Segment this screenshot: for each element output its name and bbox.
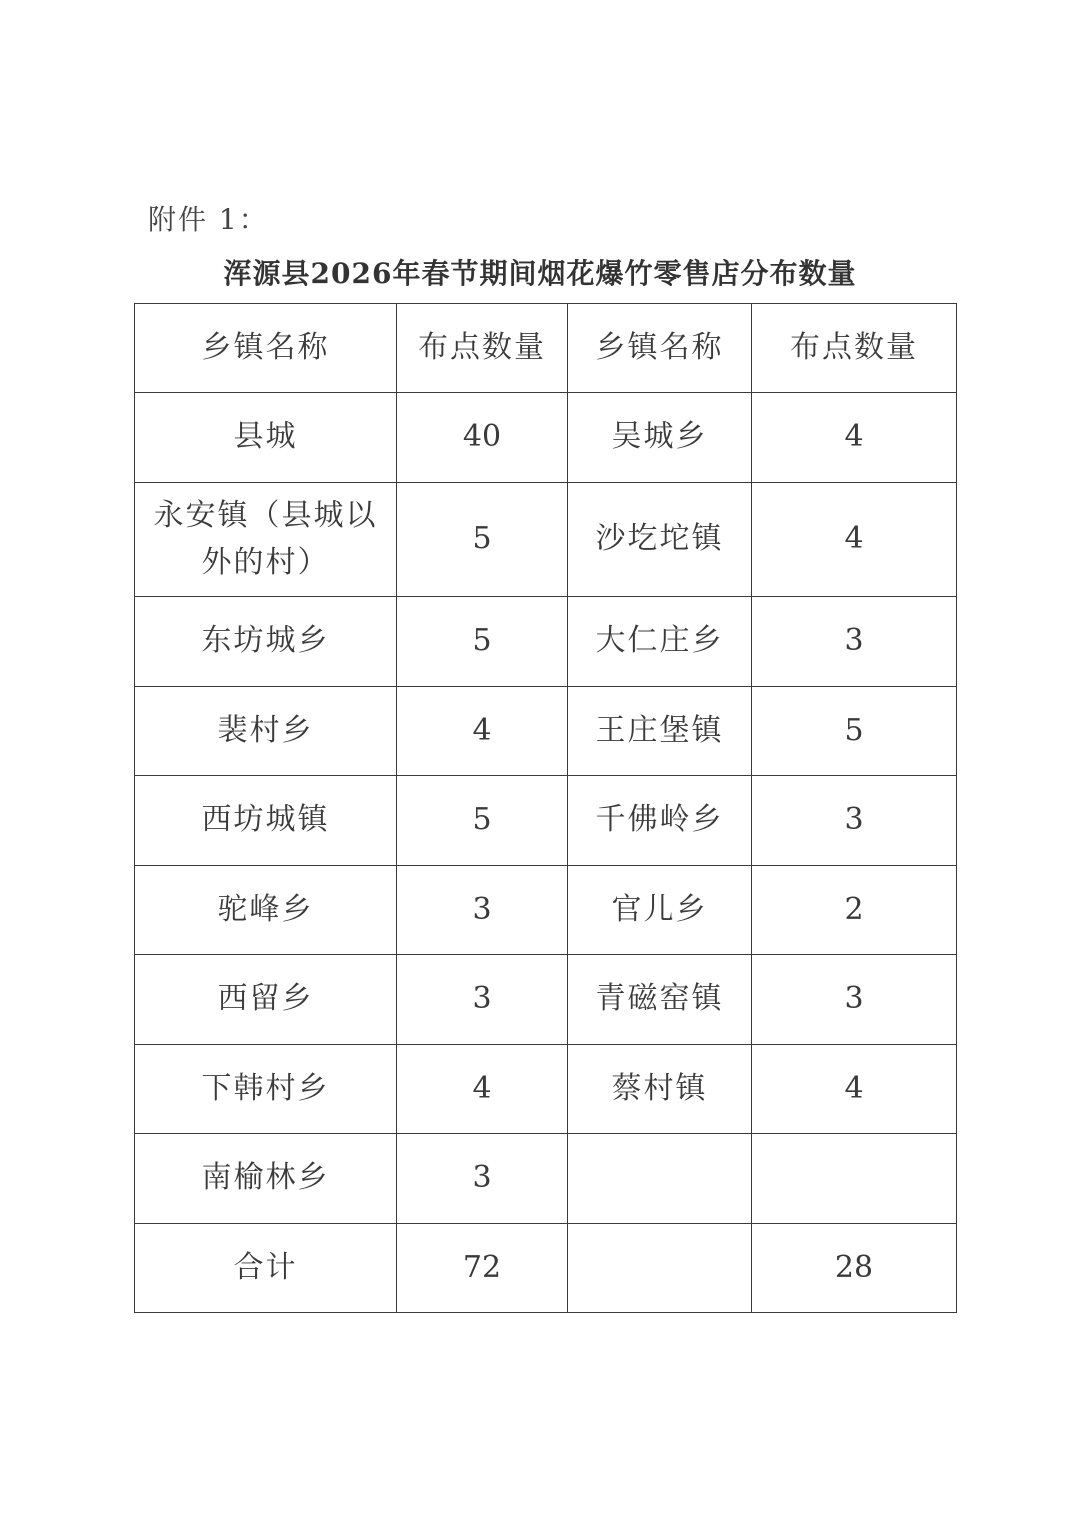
- point-count: 5: [752, 686, 957, 775]
- town-name: 王庄堡镇: [568, 686, 752, 775]
- town-name: 西坊城镇: [135, 776, 397, 865]
- town-name: 裴村乡: [135, 686, 397, 775]
- total-count: 28: [752, 1223, 957, 1313]
- town-name: 官儿乡: [568, 865, 752, 954]
- table-row: [135, 597, 957, 686]
- town-name: 千佛岭乡: [568, 776, 752, 865]
- town-name: 沙圪坨镇: [568, 482, 752, 597]
- point-count: 3: [397, 1134, 568, 1223]
- point-count: 3: [397, 865, 568, 954]
- point-count: [752, 1134, 957, 1223]
- total-label: 合计: [135, 1223, 397, 1313]
- town-name: 驼峰乡: [135, 865, 397, 954]
- point-count: 4: [752, 482, 957, 597]
- point-count: 4: [397, 1044, 568, 1133]
- town-name: 吴城乡: [568, 393, 752, 482]
- header-town-name: 乡镇名称: [135, 304, 397, 393]
- table-row: [135, 482, 957, 597]
- town-name: [568, 1134, 752, 1223]
- table-row: [135, 865, 957, 954]
- point-count: 4: [752, 393, 957, 482]
- point-count: 4: [397, 686, 568, 775]
- total-empty-cell: [568, 1223, 752, 1313]
- point-count: 4: [752, 1044, 957, 1133]
- point-count: 5: [397, 597, 568, 686]
- town-name: 县城: [135, 393, 397, 482]
- header-point-count: 布点数量: [397, 304, 568, 393]
- point-count: 3: [397, 955, 568, 1044]
- point-count: 3: [752, 776, 957, 865]
- point-count: 3: [752, 597, 957, 686]
- header-point-count: 布点数量: [752, 304, 957, 393]
- point-count: 3: [752, 955, 957, 1044]
- town-name: 东坊城乡: [135, 597, 397, 686]
- table-row: [135, 1134, 957, 1223]
- point-count: 2: [752, 865, 957, 954]
- total-count: 72: [397, 1223, 568, 1313]
- town-name: 下韩村乡: [135, 1044, 397, 1133]
- attachment-label: 附件 1：: [148, 203, 269, 236]
- table-total-row: [135, 1223, 957, 1313]
- table-row: [135, 955, 957, 1044]
- table-row: [135, 393, 957, 482]
- town-name: 南榆林乡: [135, 1134, 397, 1223]
- point-count: 40: [397, 393, 568, 482]
- header-town-name: 乡镇名称: [568, 304, 752, 393]
- town-name: 大仁庄乡: [568, 597, 752, 686]
- distribution-table: [134, 303, 957, 1313]
- point-count: 5: [397, 776, 568, 865]
- table-row: [135, 686, 957, 775]
- town-name: 蔡村镇: [568, 1044, 752, 1133]
- table-row: [135, 776, 957, 865]
- table-row: [135, 1044, 957, 1133]
- town-name: 青磁窑镇: [568, 955, 752, 1044]
- table-header-row: [135, 304, 957, 393]
- document-title: 浑源县2026年春节期间烟花爆竹零售店分布数量: [223, 257, 857, 290]
- town-name: 永安镇（县城以外的村）: [135, 482, 397, 597]
- point-count: 5: [397, 482, 568, 597]
- town-name: 西留乡: [135, 955, 397, 1044]
